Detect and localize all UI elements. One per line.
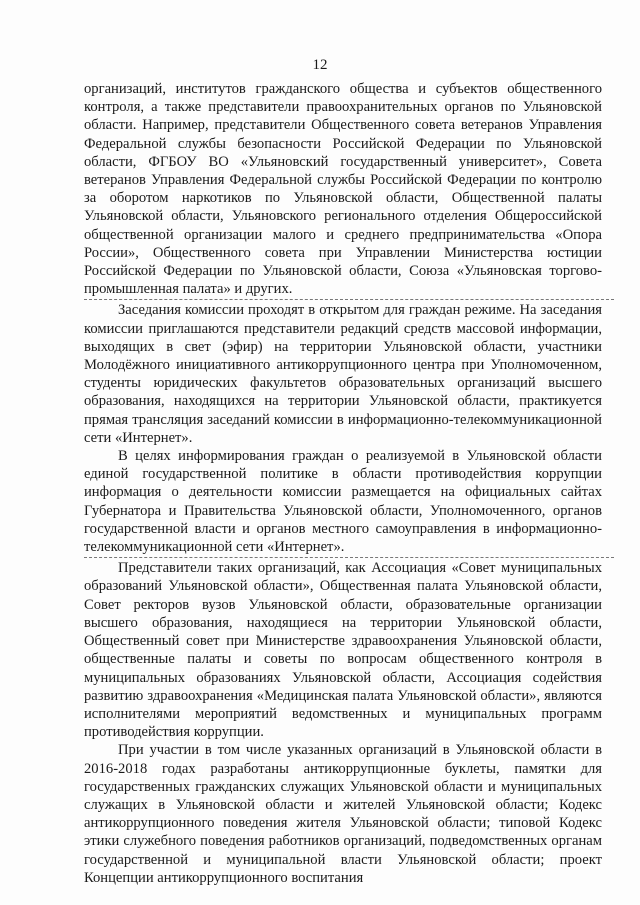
scan-divider-line [84, 557, 614, 558]
paragraph-informing-citizens: В целях информирования граждан о реализуемой в Ульяновской области единой государственной политике в области противодействия коррупции информация о деятельности комиссии размещается на официальных сайтах Губернатора и Правительства Ульяновской области, Уполномоченного, органов государственной власти и органов местного самоуправления в информационно-телекоммуникационной сети «Интернет». [84, 448, 602, 556]
paragraph-continuation: организаций, институтов гражданского общества и субъектов общественного контроля, а также представители правоохранительных органов по Ульяновской области. Например, представители Общественного совета ветеранов Управления Федеральной службы безопасности Российской Федерации по Ульяновской области, ФГБОУ ВО «Ульяновский государственный университет», Совета ветеранов Управления Федеральной службы Российской Федерации по контролю за оборотом наркотиков по Ульяновской области, Общественной палаты Ульяновской области, Ульяновского регионального отделения Общероссийской общественной организации малого и среднего предпринимательства «Опора России», Общественного совета при Управлении Министерства юстиции Российской Федерации по Ульяновской области, Союза «Ульяновская торгово-промышленная палата» и других. [84, 81, 602, 298]
document-body [84, 80, 602, 887]
paragraph-developed-materials: При участии в том числе указанных организаций в Ульяновской области в 2016-2018 годах разработаны антикоррупционные буклеты, памятки для государственных гражданских служащих Ульяновской области и муниципальных служащих в Ульяновской области и жителей Ульяновской области; Кодекс антикоррупционного поведения жителя Ульяновской области; типовой Кодекс этики служебного поведения работников организаций, подведомственных органам государственной и муниципальной власти Ульяновской области; проект Концепции антикоррупционного воспитания [84, 742, 602, 886]
paragraph-organizations-representatives: Представители таких организаций, как Ассоциация «Совет муниципальных образований Ульяновской области», Общественная палата Ульяновской области, Совет ректоров вузов Ульяновской области, образовательные организации высшего образования, находящиеся на территории Ульяновской области, Общественный совет при Министерстве здравоохранения Ульяновской области, общественные палаты и советы по вопросам общественного контроля в муниципальных образованиях Ульяновской области, Ассоциация содействия развитию здравоохранения «Медицинская палата Ульяновской области», являются исполнителями мероприятий ведомственных и муниципальных программ противодействия коррупции. [84, 560, 602, 741]
scan-divider-line [84, 299, 614, 300]
paragraph-commission-meetings: Заседания комиссии проходят в открытом для граждан режиме. На заседания комиссии приглашаются представители редакций средств массовой информации, выходящих в свет (эфир) на территории Ульяновской области, участники Молодёжного инициативного антикоррупционного центра при Уполномоченном, студенты юридических факультетов образовательных организаций высшего образования, находящихся на территории Ульяновской области, практикуется прямая трансляция заседаний комиссии в информационно-телекоммуникационной сети «Интернет». [84, 302, 602, 446]
page-number: 12 [312, 57, 328, 73]
